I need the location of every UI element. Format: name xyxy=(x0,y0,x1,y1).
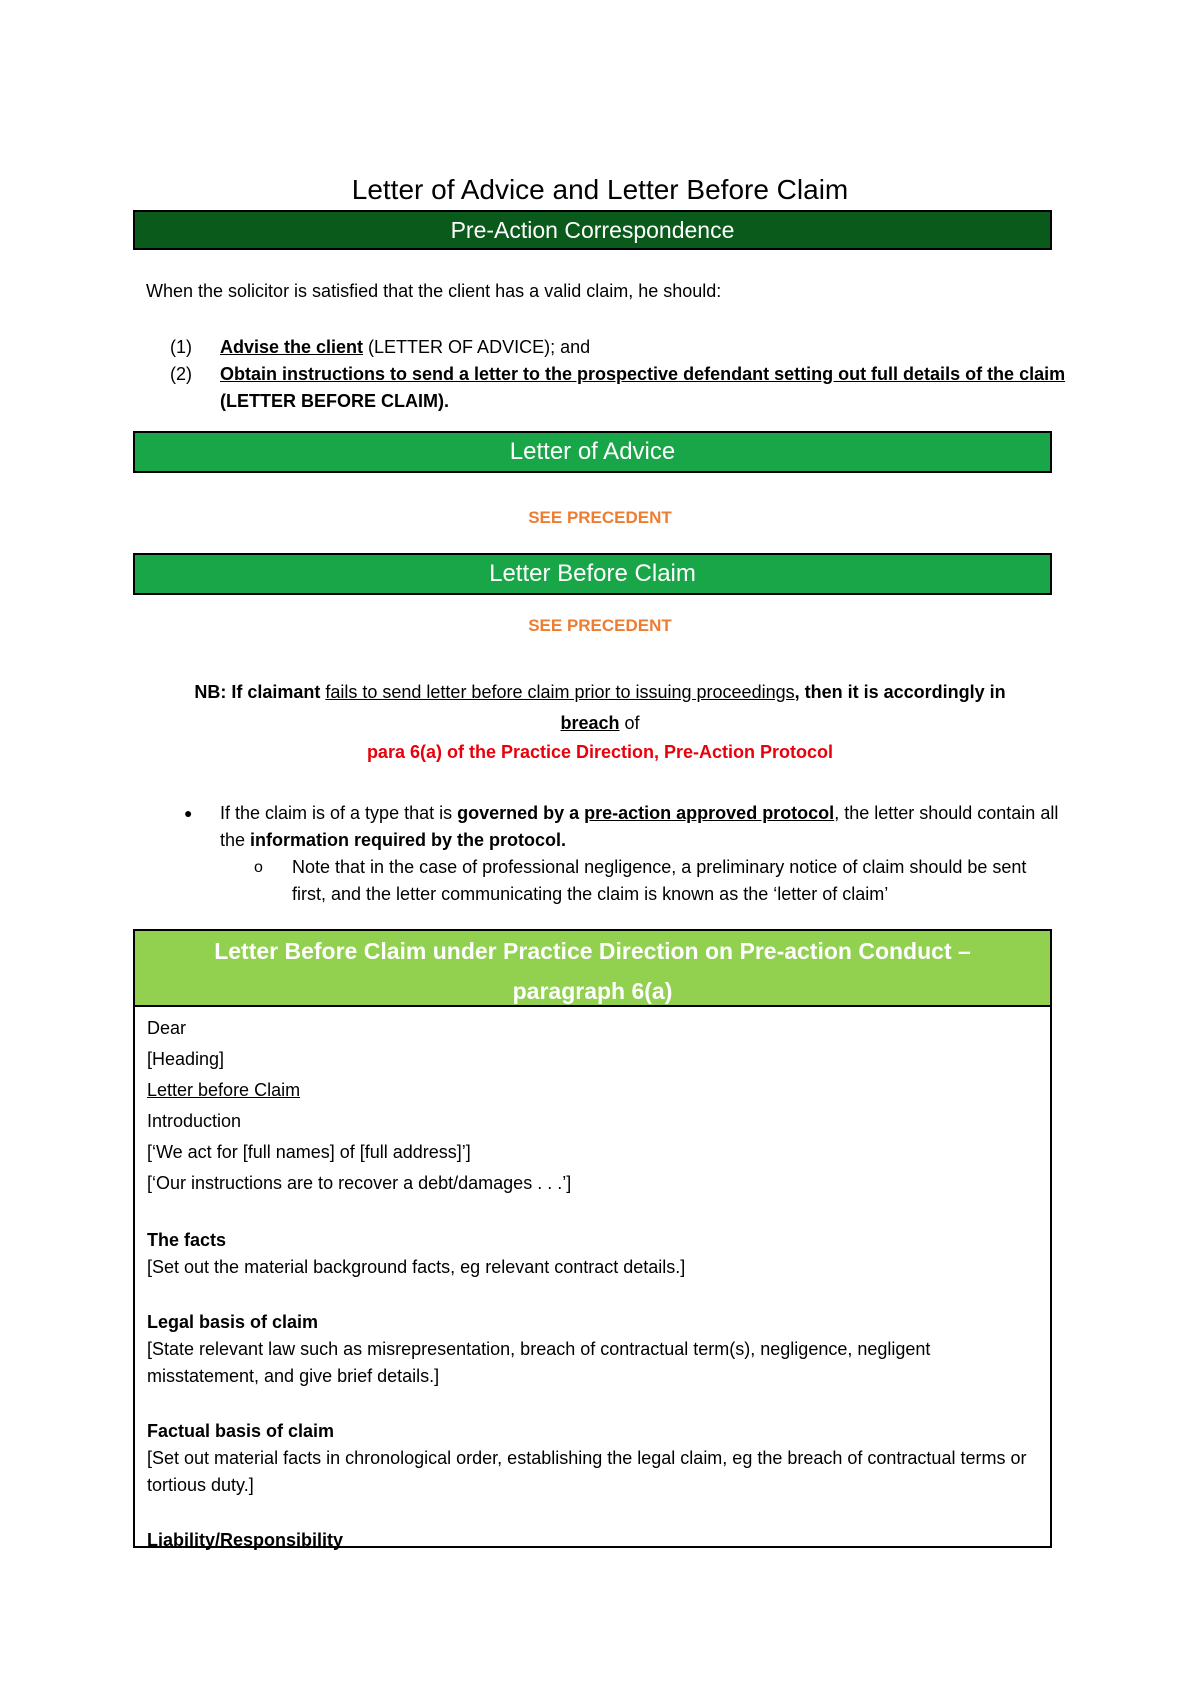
nb-underlined: fails to send letter before claim prior to issuing proceedings xyxy=(325,682,795,702)
section-band-pre-action: Pre-Action Correspondence xyxy=(133,210,1052,250)
list-item xyxy=(170,361,1070,415)
bullet-bold: information required by the protocol. xyxy=(250,830,567,850)
bullet-text: , the letter should contain all the xyxy=(220,803,1059,850)
section-band-letter-of-advice: Letter of Advice xyxy=(133,431,1052,473)
list-item xyxy=(254,854,1064,908)
list-number: (2) xyxy=(170,364,192,384)
template-line: Letter before Claim xyxy=(147,1080,301,1100)
page-title: Letter of Advice and Letter Before Claim xyxy=(351,174,849,205)
bullet-text: If the claim is of a type that is xyxy=(220,803,458,823)
see-precedent-text: SEE PRECEDENT xyxy=(528,616,672,635)
nb-breach: breach xyxy=(560,713,620,733)
bullet-bold-underlined: pre-action approved protocol xyxy=(584,803,835,823)
step-rest: (LETTER OF ADVICE); and xyxy=(363,337,591,357)
letter-template-heading: Letter Before Claim under Practice Direction on Pre-action Conduct – paragraph 6(a) xyxy=(135,931,1050,1007)
intro-text: When the solicitor is satisfied that the client has a valid claim, he should: xyxy=(146,281,722,301)
template-line: [State relevant law such as misrepresentation, breach of contractual term(s), negligence, negligent misstatement, and give brief details.] xyxy=(147,1339,931,1386)
bullet-list xyxy=(184,800,1064,908)
step-rest: (LETTER BEFORE CLAIM). xyxy=(220,391,449,411)
bullet-bold: governed by a xyxy=(457,803,585,823)
nb-note xyxy=(140,677,1060,739)
bullet-icon: ● xyxy=(184,805,193,821)
section-band-letter-before-claim: Letter Before Claim xyxy=(133,553,1052,595)
list-number: (1) xyxy=(170,337,192,357)
list-item xyxy=(170,334,1070,361)
template-section-heading: The facts xyxy=(147,1230,227,1250)
sub-bullet-text: Note that in the case of professional negligence, a preliminary notice of claim should be sent first, and the letter communicating the claim is known as the ‘letter of claim’ xyxy=(292,857,1027,904)
template-line: [‘We act for [full names] of [full address]’] xyxy=(147,1142,471,1162)
sub-list xyxy=(220,854,1064,908)
template-line: Introduction xyxy=(147,1111,242,1131)
template-line: [Heading] xyxy=(147,1049,225,1069)
nb-of: of xyxy=(619,713,640,733)
template-section-heading: Legal basis of claim xyxy=(147,1312,319,1332)
nb-reference: para 6(a) of the Practice Direction, Pre-Action Protocol xyxy=(366,742,834,762)
template-line: [Set out material facts in chronological order, establishing the legal claim, eg the breach of contractual terms or tortious duty.] xyxy=(147,1448,1027,1495)
steps-list xyxy=(170,334,1070,415)
letter-template-box xyxy=(133,929,1052,1548)
nb-prefix: NB: If claimant xyxy=(194,682,326,702)
template-section-heading: Factual basis of claim xyxy=(147,1421,335,1441)
step-label: Obtain instructions to send a letter to the prospective defendant setting out full details of the claim xyxy=(220,364,1066,384)
see-precedent-text: SEE PRECEDENT xyxy=(528,508,672,527)
letter-template-body xyxy=(135,1007,1050,1554)
list-item xyxy=(184,800,1064,908)
nb-middle: , then it is accordingly in xyxy=(794,682,1006,702)
template-line: [‘Our instructions are to recover a debt/damages . . .’] xyxy=(147,1173,572,1193)
template-section-heading: Liability/Responsibility xyxy=(147,1530,344,1550)
step-label: Advise the client xyxy=(220,337,364,357)
circle-bullet-icon: o xyxy=(254,859,263,876)
template-line: [Set out the material background facts, eg relevant contract details.] xyxy=(147,1257,686,1277)
template-line: Dear xyxy=(147,1018,187,1038)
